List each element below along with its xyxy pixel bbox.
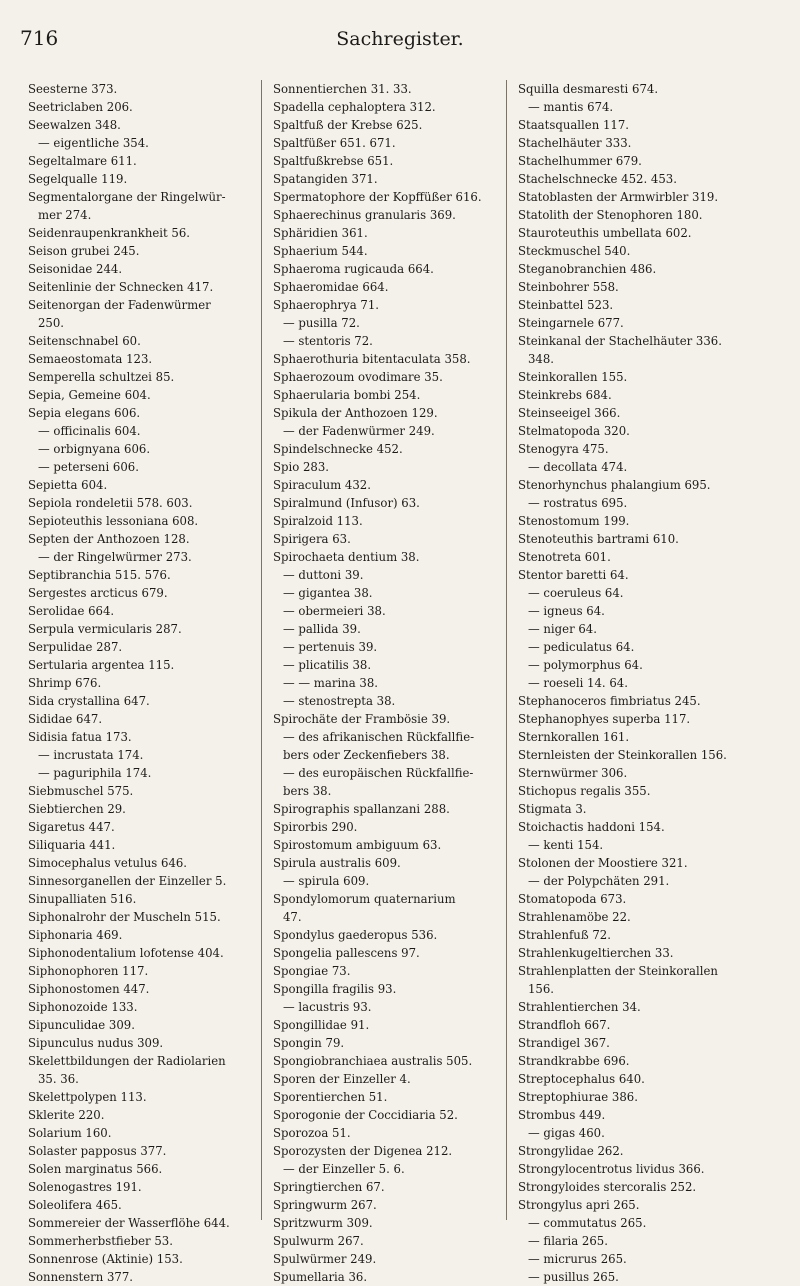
column-divider [506,80,507,1220]
index-entry: — gigas 460. [528,1126,605,1140]
index-entry: — lacustris 93. [283,1000,372,1014]
index-entry: Siphonophoren 117. [28,964,149,978]
index-entry: — der Fadenwürmer 249. [283,424,435,438]
index-entry: — pusilla 72. [283,316,360,330]
index-entry: Seidenraupenkrankheit 56. [28,226,191,240]
index-entry: — pediculatus 64. [528,640,635,654]
index-entry: — — marina 38. [283,676,378,690]
index-entry: — paguriphila 174. [38,766,152,780]
index-entry: Spongiobranchiaea australis 505. [273,1054,473,1068]
index-entry: — des europäischen Rückfallfie- [283,766,474,780]
index-entry: Sternleisten der Steinkorallen 156. [518,748,727,762]
running-title: Sachregister. [336,28,464,50]
index-entry: Sipunculidae 309. [28,1018,135,1032]
index-entry: 47. [283,910,302,924]
index-column-2 [273,80,508,1286]
index-entry: Sporogonie der Coccidiaria 52. [273,1108,458,1122]
index-entry: Stomatopoda 673. [518,892,627,906]
index-entry: — orbignyana 606. [38,442,151,456]
index-entry: Spirochäte der Frambösie 39. [273,712,451,726]
index-entry: Sphaerechinus granularis 369. [273,208,456,222]
index-entry: 348. [528,352,555,366]
index-entry: Spadella cephaloptera 312. [273,100,436,114]
index-entry: Sphäridien 361. [273,226,368,240]
index-entry: Sternkorallen 161. [518,730,630,744]
index-entry: Steinseeigel 366. [518,406,621,420]
index-entry: — roeseli 14. 64. [528,676,628,690]
index-entry: Sertularia argentea 115. [28,658,175,672]
index-entry: Sepia elegans 606. [28,406,141,420]
index-entry: — commutatus 265. [528,1216,647,1230]
index-entry: Serpulidae 287. [28,640,123,654]
index-entry: Siebtierchen 29. [28,802,126,816]
index-entry: Stentor baretti 64. [518,568,629,582]
index-entry: — officinalis 604. [38,424,141,438]
index-entry: 250. [38,316,65,330]
index-entry: Spermatophore der Kopffüßer 616. [273,190,482,204]
index-entry: Spikula der Anthozoen 129. [273,406,438,420]
index-entry: Seitenschnabel 60. [28,334,141,348]
index-entry: Stelmatopoda 320. [518,424,630,438]
index-entry: Stephanophyes superba 117. [518,712,691,726]
index-entry: Stichopus regalis 355. [518,784,651,798]
index-entry: Sonnenrose (Aktinie) 153. [28,1252,183,1266]
index-entry: Seison grubei 245. [28,244,140,258]
index-entry: Strongylocentrotus lividus 366. [518,1162,705,1176]
index-entry: Springwurm 267. [273,1198,377,1212]
index-entry: Sididae 647. [28,712,103,726]
index-entry: Serpula vermicularis 287. [28,622,182,636]
index-entry: Spongilla fragilis 93. [273,982,397,996]
index-entry: — niger 64. [528,622,597,636]
index-entry: — coeruleus 64. [528,586,624,600]
index-entry: Sonnentierchen 31. 33. [273,82,412,96]
index-entry: Sphaeroma rugicauda 664. [273,262,434,276]
index-entry: Spongillidae 91. [273,1018,370,1032]
index-entry: Strandigel 367. [518,1036,610,1050]
index-entry: Sphaerothuria bitentaculata 358. [273,352,471,366]
index-entry: Seitenlinie der Schnecken 417. [28,280,214,294]
index-entry: Spondylus gaederopus 536. [273,928,438,942]
index-entry: Strahlenplatten der Steinkorallen [518,964,718,978]
index-entry: Sphaerium 544. [273,244,368,258]
index-entry: Solaster papposus 377. [28,1144,167,1158]
index-entry: — spirula 609. [283,874,370,888]
index-entry: Sklerite 220. [28,1108,105,1122]
index-entry: Sepiola rondeletii 578. 603. [28,496,193,510]
index-entry: — des afrikanischen Rückfallfie- [283,730,475,744]
index-entry: Spongin 79. [273,1036,345,1050]
index-entry: Siphonaria 469. [28,928,123,942]
index-entry: Spirostomum ambiguum 63. [273,838,442,852]
index-entry: Sergestes arcticus 679. [28,586,168,600]
index-entry: Sporozysten der Digenea 212. [273,1144,453,1158]
index-entry: Sphaerozoum ovodimare 35. [273,370,443,384]
index-entry: Steingarnele 677. [518,316,624,330]
index-entry: Stenoteuthis bartrami 610. [518,532,679,546]
index-entry: — duttoni 39. [283,568,364,582]
index-entry: Siphonalrohr der Muscheln 515. [28,910,221,924]
index-entry: Spirula australis 609. [273,856,401,870]
index-entry: Spiraculum 432. [273,478,371,492]
index-entry: Skelettpolypen 113. [28,1090,147,1104]
index-entry: Semaeostomata 123. [28,352,153,366]
index-entry: Stigmata 3. [518,802,587,816]
index-entry: Stachelschnecke 452. 453. [518,172,677,186]
index-entry: Strongylus apri 265. [518,1198,640,1212]
index-entry: Strahlenfuß 72. [518,928,611,942]
index-entry: Strandfloh 667. [518,1018,611,1032]
index-entry: Stenogyra 475. [518,442,609,456]
index-entry: bers 38. [283,784,332,798]
index-entry: bers oder Zeckenfiebers 38. [283,748,450,762]
index-entry: Stauroteuthis umbellata 602. [518,226,692,240]
index-entry: Sphaerularia bombi 254. [273,388,421,402]
index-entry: Siphonostomen 447. [28,982,150,996]
index-entry: Sepia, Gemeine 604. [28,388,151,402]
column-divider [261,80,262,1220]
index-entry: Stachelhummer 679. [518,154,642,168]
index-entry: Sporozoa 51. [273,1126,351,1140]
index-entry: — eigentliche 354. [38,136,149,150]
index-entry: Statoblasten der Armwirbler 319. [518,190,719,204]
page-header [20,20,780,60]
index-entry: Sipunculus nudus 309. [28,1036,164,1050]
index-column-1 [28,80,263,1286]
index-entry: Spiralzoid 113. [273,514,363,528]
index-entry: Sinupalliaten 516. [28,892,137,906]
index-entry: Spio 283. [273,460,330,474]
index-entry: — stenostrepta 38. [283,694,396,708]
index-entry: Stenostomum 199. [518,514,630,528]
index-entry: Spiralmund (Infusor) 63. [273,496,420,510]
index-entry: Sphaeromidae 664. [273,280,389,294]
index-entry: Spulwurm 267. [273,1234,364,1248]
index-entry: Steinbohrer 558. [518,280,619,294]
index-entry: 35. 36. [38,1072,79,1086]
index-entry: Strahlentierchen 34. [518,1000,641,1014]
index-entry: Serolidae 664. [28,604,115,618]
index-entry: Staatsquallen 117. [518,118,629,132]
index-entry: Sigaretus 447. [28,820,115,834]
index-entry: Septibranchia 515. 576. [28,568,171,582]
index-entry: — pertenuis 39. [283,640,378,654]
index-entry: Sommereier der Wasserflöhe 644. [28,1216,230,1230]
index-entry: Springtierchen 67. [273,1180,385,1194]
index-entry: Spumellaria 36. [273,1270,368,1284]
index-entry: — der Ringelwürmer 273. [38,550,192,564]
index-entry: Spaltfußkrebse 651. [273,154,394,168]
index-entry: Sonnenstern 377. [28,1270,134,1284]
index-entry: — polymorphus 64. [528,658,643,672]
index-entry: Siphonozoide 133. [28,1000,138,1014]
index-entry: Spondylomorum quaternarium [273,892,456,906]
index-entry: Stolonen der Moostiere 321. [518,856,688,870]
index-entry: — peterseni 606. [38,460,139,474]
index-entry: Seewalzen 348. [28,118,121,132]
index-entry: Sporen der Einzeller 4. [273,1072,411,1086]
index-entry: Sepietta 604. [28,478,108,492]
index-entry: Stachelhäuter 333. [518,136,632,150]
index-entry: Steganobranchien 486. [518,262,657,276]
index-entry: Solen marginatus 566. [28,1162,163,1176]
index-entry: Siliquaria 441. [28,838,116,852]
index-entry: — kenti 154. [528,838,604,852]
index-entry: Strongyloides stercoralis 252. [518,1180,697,1194]
index-entry: Siphonodentalium lofotense 404. [28,946,224,960]
index-entry: — gigantea 38. [283,586,373,600]
index-entry: Statolith der Stenophoren 180. [518,208,703,222]
index-entry: Spaltfuß der Krebse 625. [273,118,423,132]
index-entry: Sidisia fatua 173. [28,730,132,744]
index-entry: — incrustata 174. [38,748,144,762]
index-entry: Streptocephalus 640. [518,1072,645,1086]
index-entry: Segeltalmare 611. [28,154,137,168]
index-entry: Spulwürmer 249. [273,1252,377,1266]
index-entry: Sommerherbstfieber 53. [28,1234,173,1248]
index-entry: — plicatilis 38. [283,658,372,672]
index-entry: Skelettbildungen der Radiolarien [28,1054,226,1068]
index-entry: Strahlenkugeltierchen 33. [518,946,674,960]
index-entry: Steinkrebs 684. [518,388,612,402]
index-entry: Stephanoceros fimbriatus 245. [518,694,701,708]
index-entry: Seetriclaben 206. [28,100,133,114]
index-entry: — der Polypchäten 291. [528,874,670,888]
index-entry: Solarium 160. [28,1126,112,1140]
index-entry: Siebmuschel 575. [28,784,134,798]
index-entry: Spongelia pallescens 97. [273,946,420,960]
index-entry: Sphaerophrya 71. [273,298,379,312]
index-entry: Segelqualle 119. [28,172,128,186]
index-entry: — stentoris 72. [283,334,373,348]
index-column-3 [518,80,780,1286]
index-entry: Sternwürmer 306. [518,766,628,780]
index-entry: Solenogastres 191. [28,1180,142,1194]
index-entry: Spirochaeta dentium 38. [273,550,420,564]
index-entry: Squilla desmaresti 674. [518,82,659,96]
index-entry: — filaria 265. [528,1234,608,1248]
index-entry: 156. [528,982,555,996]
index-entry: Spaltfüßer 651. 671. [273,136,396,150]
index-entry: Stoichactis haddoni 154. [518,820,665,834]
index-entry: Strombus 449. [518,1108,606,1122]
index-entry: — decollata 474. [528,460,628,474]
index-entry: Spatangiden 371. [273,172,378,186]
index-entry: Stenorhynchus phalangium 695. [518,478,711,492]
index-entry: Spritzwurm 309. [273,1216,373,1230]
index-entry: Spirorbis 290. [273,820,358,834]
index-entry: Soleolifera 465. [28,1198,122,1212]
index-entry: Septen der Anthozoen 128. [28,532,190,546]
index-entry: Seisonidae 244. [28,262,123,276]
index-entry: Steinbattel 523. [518,298,614,312]
index-entry: Steckmuschel 540. [518,244,631,258]
index-entry: Sida crystallina 647. [28,694,150,708]
index-entry: Sinnesorganellen der Einzeller 5. [28,874,227,888]
index-entry: Shrimp 676. [28,676,102,690]
index-entry: — igneus 64. [528,604,605,618]
index-entry: Stenotreta 601. [518,550,611,564]
index-entry: Steinkanal der Stachelhäuter 336. [518,334,722,348]
index-entry: — pusillus 265. [528,1270,619,1284]
page-number: 716 [20,26,59,50]
index-entry: Spirigera 63. [273,532,351,546]
index-entry: Sporentierchen 51. [273,1090,388,1104]
index-entry: — pallida 39. [283,622,361,636]
index-entry: mer 274. [38,208,92,222]
index-entry: — micrurus 265. [528,1252,627,1266]
index-entry: Strahlenamöbe 22. [518,910,631,924]
index-entry: Steinkorallen 155. [518,370,628,384]
index-entry: — der Einzeller 5. 6. [283,1162,405,1176]
index-entry: — mantis 674. [528,100,614,114]
index-entry: Strandkrabbe 696. [518,1054,630,1068]
index-entry: — rostratus 695. [528,496,628,510]
index-entry: Seitenorgan der Fadenwürmer [28,298,211,312]
index-entry: Spirographis spallanzani 288. [273,802,450,816]
index-entry: Spongiae 73. [273,964,351,978]
index-entry: — obermeieri 38. [283,604,386,618]
index-entry: Simocephalus vetulus 646. [28,856,188,870]
index-entry: Semperella schultzei 85. [28,370,175,384]
index-entry: Seesterne 373. [28,82,118,96]
index-entry: Segmentalorgane der Ringelwür- [28,190,226,204]
index-entry: Streptophiurae 386. [518,1090,638,1104]
index-entry: Strongylidae 262. [518,1144,624,1158]
index-entry: Sepioteuthis lessoniana 608. [28,514,199,528]
index-entry: Spindelschnecke 452. [273,442,403,456]
